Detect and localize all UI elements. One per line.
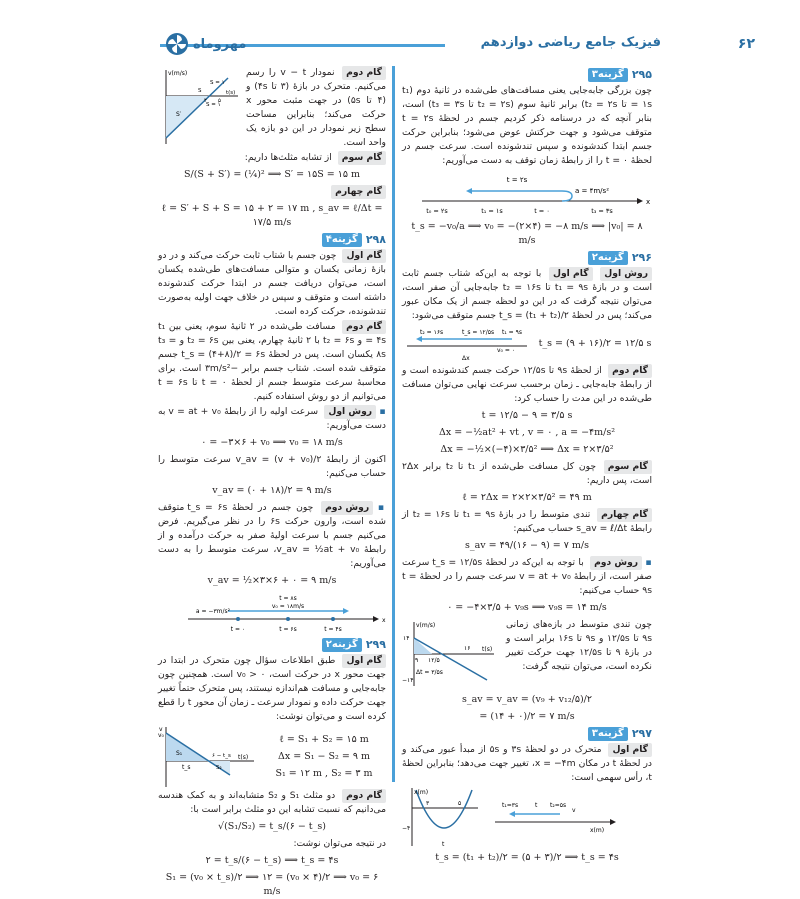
fig-label-a: a = ۴m/s² [575,187,609,195]
cont-text [246,66,386,151]
fig-label: t_s = ۱۲/۵s [462,329,495,336]
answer-badge: گزینه۲ [322,638,362,652]
graph-label: S [198,88,202,94]
q299-eq5: ۲ = t_s/(۶ − t_s) ⟹ t_s = ۴s [205,855,339,866]
q296-eq1: t_s = (۹ + ۱۶)/۲ = ۱۲/۵ s [538,338,652,349]
graph-label: x(m) [414,789,429,796]
q298-text-2 [158,320,386,404]
q295-motion-figure [412,171,652,217]
q299-text-3: در نتیجه می‌توان نوشت: [293,838,386,849]
step-label: گام دوم [342,789,386,803]
graph-label: S₂ [216,765,222,771]
fig-label: v₀ = ۱۸m/s [271,603,305,610]
fig-label: v [572,807,576,814]
q297-motion-figure [490,798,620,836]
q298-motion-figure [158,591,386,635]
fig-label: Δx [462,355,470,362]
logo-text: مهروماه [193,36,247,52]
fig-label-x: x [646,198,651,206]
q296-velocity-graph [402,618,502,690]
cont-text-2 [158,151,386,165]
q299-eq3: S₁ = ۱۲ m , S₂ = ۳ m [275,768,373,779]
q299-velocity-graph [158,725,258,789]
q296-motion-figure [402,324,532,364]
question-number: ۲۹۸ [365,233,386,246]
fan-logo-icon [165,32,189,56]
paragraph: نمودار v − t را رسم می‌کنیم. متحرک در بازهٔ (۳ تا ۴s) و (۴ تا ۵s) در جهت مثبت محور x حرکت می‌کند؛ بنابراین مساحت سطح زیر نمودار در این دو بازه یک واحد است. [246,67,386,148]
q299-graph-row [158,725,386,789]
step-label: گام اول [549,267,593,281]
q296-eq4: Δx = −½×(−۴)×۳/۵² ⟹ Δx = ۲×۳/۵² [440,444,614,455]
q296-graph-row [402,618,652,690]
q299-eq4: √(S₁/S₂) = t_s/(۶ − t_s) [218,821,326,832]
question-295-header [402,68,652,82]
method-label: روش دوم [321,501,373,515]
step-label: گام سوم [338,151,386,165]
step-label: گام دوم [342,320,386,334]
question-297-header [402,727,652,741]
q295-equation: t_s = −v₀/a ⟹ v₀ = −(۲×۴) = −۸ m/s ⟹ |v₀| = ۸ m/s [411,221,643,246]
cont-velocity-graph [158,66,242,146]
answer-badge: گزینه۲ [588,251,628,265]
column-divider [392,66,395,782]
q298-eq3: v_av = ½×۳×۶ + ۰ = ۹ m/s [207,575,337,586]
book-title: فیزیک جامع ریاضی دوازدهم [480,35,661,50]
bullet-icon: ▪ [379,406,386,417]
graph-label: Δt = ۳/۵s [416,669,443,676]
graph-label: ۱۶ [464,645,471,652]
graph-label: t_s [182,764,191,771]
step-label: گام چهارم [597,508,652,522]
q296-text-3 [402,460,652,488]
method-label: روش اول [324,405,376,419]
fig-label: x(m) [590,827,605,834]
left-column [158,66,387,897]
graph-label: ۱۴ [403,635,410,642]
cont-eq1: S/(S + S′) = (¼)² ⟹ S′ = ۱۵S = ۱۵ m [184,169,360,180]
paragraph: مسافت طی‌شده در ۲ ثانیهٔ سوم، یعنی بین t₁ = ۴s و t₂ = ۶s با ۲ ثانیهٔ چهارم، یعنی بین t₂ = ۶s و t₃ = ۸s یکسان است. پس در لحظهٔ t_s = (۴+۸)/۲ = ۶s جسم متوقف شده است. شتاب جسم برابر −۳m/s² است. برای محاسبهٔ سرعت متوسط جسم از لحظهٔ t = ۰ تا t = ۶s می‌توانیم از دو روش استفاده کنیم. [158,321,387,402]
q299-eq1: ℓ = S₁ + S₂ = ۱۵ m [279,734,369,745]
q296-graph-text [506,618,652,690]
question-number: ۲۹۵ [631,68,652,81]
q298-text-1 [158,249,386,319]
q297-text-1 [402,743,652,785]
q298-text-3 [158,405,386,433]
fig-label-t: t = ۲s [506,176,528,184]
step-label: گام سوم [604,460,652,474]
q299-eq2: Δx = S₁ − S₂ = ۹ m [278,751,370,762]
fig-label: t = ۶s [279,626,297,633]
q299-eq6: S₁ = (v₀ × t_s)/۲ ⟹ ۱۲ = (v₀ × ۴)/۲ ⟹ v₀ = ۶ m/s [165,872,379,897]
method-label: روش دوم [590,556,642,570]
answer-badge: گزینه۴ [322,233,362,247]
graph-label: t(s) [226,90,236,96]
answer-badge: گزینه۳ [588,727,628,741]
question-number: ۲۹۷ [631,727,652,740]
paragraph: با توجه به این‌که شتاب جسم ثابت است و در بازهٔ t₁ = ۹s تا t₂ = ۱۶s جابه‌جایی آن صفر است، می‌توان نتیجه گرفت که در این دو لحظه جسم از یک مکان عبور می‌کند؛ پس در لحظهٔ t_s = (t₁ + t₂)/۲ جسم متوقف می‌شود: [402,268,652,321]
graph-label: −۱۴ [402,677,414,684]
paragraph: چون جسم با شتاب ثابت حرکت می‌کند و در دو بازهٔ زمانی یکسان و متوالی مسافت‌های طی‌شده یکسان است، می‌توان دریافت جسم در ابتدا حرکت کندشونده داشته است و متوقف و سپس در خلاف جهت اولیه به‌صورت تندشونده، حرکت کرده است. [158,250,386,317]
step-label: گام چهارم [331,185,386,199]
paragraph: از لحظهٔ ۹s تا ۱۲/۵s حرکت جسم کندشونده است و از رابطهٔ جابه‌جایی ـ زمان برحسب سرعت نهایی می‌توان مسافت طی‌شده در این مدت را حساب کرد: [402,365,652,404]
graph-label: t(s) [482,646,493,653]
step-label: گام دوم [342,66,386,80]
q296-text-4 [402,508,652,536]
paragraph: چون جسم در لحظهٔ t_s = ۶s متوقف شده است، وارون حرکت ۶s را در نظر می‌گیریم. فرض می‌کنیم جسم با سرعت اولیهٔ صفر به حرکت درآمده و از رابطهٔ v_av = ½at + v₀، سرعت متوسط را به دست می‌آوریم: [158,502,386,569]
question-number: ۲۹۶ [631,251,652,264]
q296-text-6: چون تندی متوسط در بازه‌های زمانی ۹s تا ۱۲/۵s و ۹s تا ۱۶s برابر است و در بازهٔ ۹ تا ۱۲/۵s جهت حرکت تغییر نکرده است، می‌توان نتیجه گرفت: [506,619,653,672]
q299-text-2 [158,789,386,817]
cont-text-1 [246,66,386,150]
question-299-header [158,638,386,652]
q296-text-5 [402,556,652,598]
fig-label: t₁=۳s [502,802,519,809]
fig-label: t = ۸s [279,595,297,602]
fig-label: x [382,617,386,624]
fig-label: t = ۴s [324,626,342,633]
graph-label: v [159,726,163,733]
q296-eq2: t = ۱۲/۵ − ۹ = ۳/۵ s [481,410,573,421]
graph-label: ۶ − t_s [212,753,231,759]
graph-label: v(m/s) [168,70,188,77]
fig-label: v₀ = ۰ [497,347,516,354]
graph-label: v(m/s) [416,622,436,629]
step-label: گام اول [342,654,386,668]
graph-label: ۳ [426,800,430,807]
q296-eq3: Δx = −½at² + vt , v = ۰ , a = −۴m/s² [438,427,616,438]
fig-label: t = ۰ [230,626,246,633]
q298-eq2: v_av = (۰ + ۱۸)/۲ = ۹ m/s [212,485,332,496]
fig-label-t1: t₁ = ۱s [481,207,503,215]
graph-label: S = ۱ [206,102,221,108]
q296-text-1 [402,267,652,323]
q298-text-4: اکنون از رابطهٔ v_av = (v + v₀)/۲ سرعت متوسط را حساب می‌کنیم: [158,454,386,479]
q297-position-graph [402,786,482,848]
fig-label: t [535,802,538,809]
q295-text: چون بزرگی جابه‌جایی یعنی مسافت‌های طی‌شده در ثانیهٔ دوم (t₁ = ۱s تا t₂ = ۲s) برابر ثانیهٔ سوم (t₂ = ۲s تا t₃ = ۳s) است، بنابر آنچه که در درسنامه ذکر کردیم جسم در لحظهٔ t = ۲s متوقف می‌شود و جهت حرکتش عوض می‌شود؛ بنابراین حرکت جسم ابتدا کندشونده و سپس تندشونده است. سرعت جسم در لحظهٔ t = ۰ را از رابطهٔ زمان توقف به دست می‌آوریم: [402,85,653,166]
q299-eq-group [262,730,386,784]
bullet-icon: ▪ [377,502,387,513]
cont-eq2: ℓ = S′ + S + S = ۱۵ + ۲ = ۱۷ m , s_av = ℓ/Δt = ۱۷/۵ m/s [161,203,383,228]
paragraph: با توجه به این‌که در لحظهٔ t_s = ۱۲/۵s سرعت صفر است، از رابطهٔ v = at + v₀ سرعت جسم را در لحظهٔ t = ۹s حساب می‌کنیم: [402,557,652,596]
fig-label-t3: t₃ = ۳s [591,207,613,215]
question-298-header [158,233,386,247]
q296-eq7: ۰ = −۴×۳/۵ + v₉s ⟹ v₉s = ۱۴ m/s [447,602,607,613]
question-number: ۲۹۹ [365,638,386,651]
cont-step4 [158,185,386,199]
q296-text-2 [402,364,652,406]
fig-label: a = −۳m/s² [195,608,231,615]
answer-badge: گزینه۳ [588,68,628,82]
q297-fig-row [402,786,652,848]
graph-label: ۵ [218,98,221,104]
paragraph: طبق اطلاعات سؤال چون متحرک در ابتدا در جهت محور x در حرکت است، v₀ > ۰ است. همچنین چون جابه‌جایی و مسافت هم‌اندازه نیستند، پس متحرک حتماً تغییر جهت حرکت داده و نمودار سرعت ـ زمان آن محور t را قطع کرده است و می‌توان نوشت: [158,655,386,722]
graph-label: ۴ [204,98,207,104]
q296-eq5: ℓ = ۲Δx = ۲×۲×۳/۵² = ۴۹ m [462,492,592,503]
fig-label: t₂=۵s [550,802,567,809]
paragraph: چون کل مسافت طی‌شده از t₁ تا t₂ برابر ۲Δx است، پس داریم: [402,461,652,486]
q296-fig-row [402,324,652,364]
q298-eq1: ۰ = −۳×۶ + v₀ ⟹ v₀ = ۱۸ m/s [201,437,343,448]
q298-text-5 [158,501,386,571]
q297-eq1: t_s = (t₁ + t₂)/۲ = (۵ + ۳)/۲ ⟹ t_s = ۴s [435,852,619,863]
question-296-header [402,251,652,265]
bullet-icon: ▪ [645,557,653,568]
fig-label: t₂ = ۱۶s [420,329,444,336]
q296-eq6: s_av = ۴۹/(۱۶ − ۹) = ۷ m/s [465,540,589,551]
graph-label: S₁ [176,750,183,757]
graph-label: S = ۱ [210,80,225,86]
paragraph: از تشابه مثلث‌ها داریم: [244,152,332,163]
graph-label: t [442,841,445,848]
paragraph: دو مثلث S₁ و S₂ متشابه‌اند و به کمک هندسه می‌دانیم که نسبت تشابه این دو مثلث برابر است با: [158,790,386,815]
graph-label: ۹ [415,657,419,664]
right-column [402,66,653,863]
paragraph: متحرک در دو لحظهٔ ۳s و ۵s از مبدأ عبور می‌کند و در لحظهٔ t در مکان x = −۴m، تغییر جهت می‌دهد؛ بنابراین لحظهٔ t، رأس سهمی است: [402,744,653,783]
q296-eq8: s_av = v_av = (v₉ + v₁₂/۵)/۲ [462,694,592,705]
graph-label: S′ [176,111,182,118]
paragraph: سرعت اولیه را از رابطهٔ v = at + v₀ به دست می‌آوریم: [158,406,386,431]
fig-label: t₁ = ۹s [502,329,522,336]
graph-label: t(s) [238,754,249,761]
cont-top-row [158,66,386,151]
fig-label-t0: t₀ = ۲s [426,207,448,215]
publisher-logo [165,32,246,56]
graph-label: ۱۲/۵ [428,657,440,664]
step-label: گام اول [608,743,652,757]
page-number: ۶۲ [737,36,755,52]
step-label: گام اول [342,249,386,263]
step-label: گام دوم [608,364,652,378]
fig-label-tz: t = ۰ [534,207,550,215]
method-label: روش اول [600,267,652,281]
q296-eq9: = (۱۴ + ۰)/۲ = ۷ m/s [479,711,575,722]
q299-text-1 [158,654,386,724]
graph-label: v₀ [158,732,164,739]
graph-label: ۵ [458,800,462,807]
graph-label: −۴ [402,825,411,832]
paragraph: تندی متوسط را در بازهٔ t₁ = ۹s تا t₂ = ۱۶s از رابطهٔ s_av = ℓ/Δt حساب می‌کنیم: [402,509,652,534]
